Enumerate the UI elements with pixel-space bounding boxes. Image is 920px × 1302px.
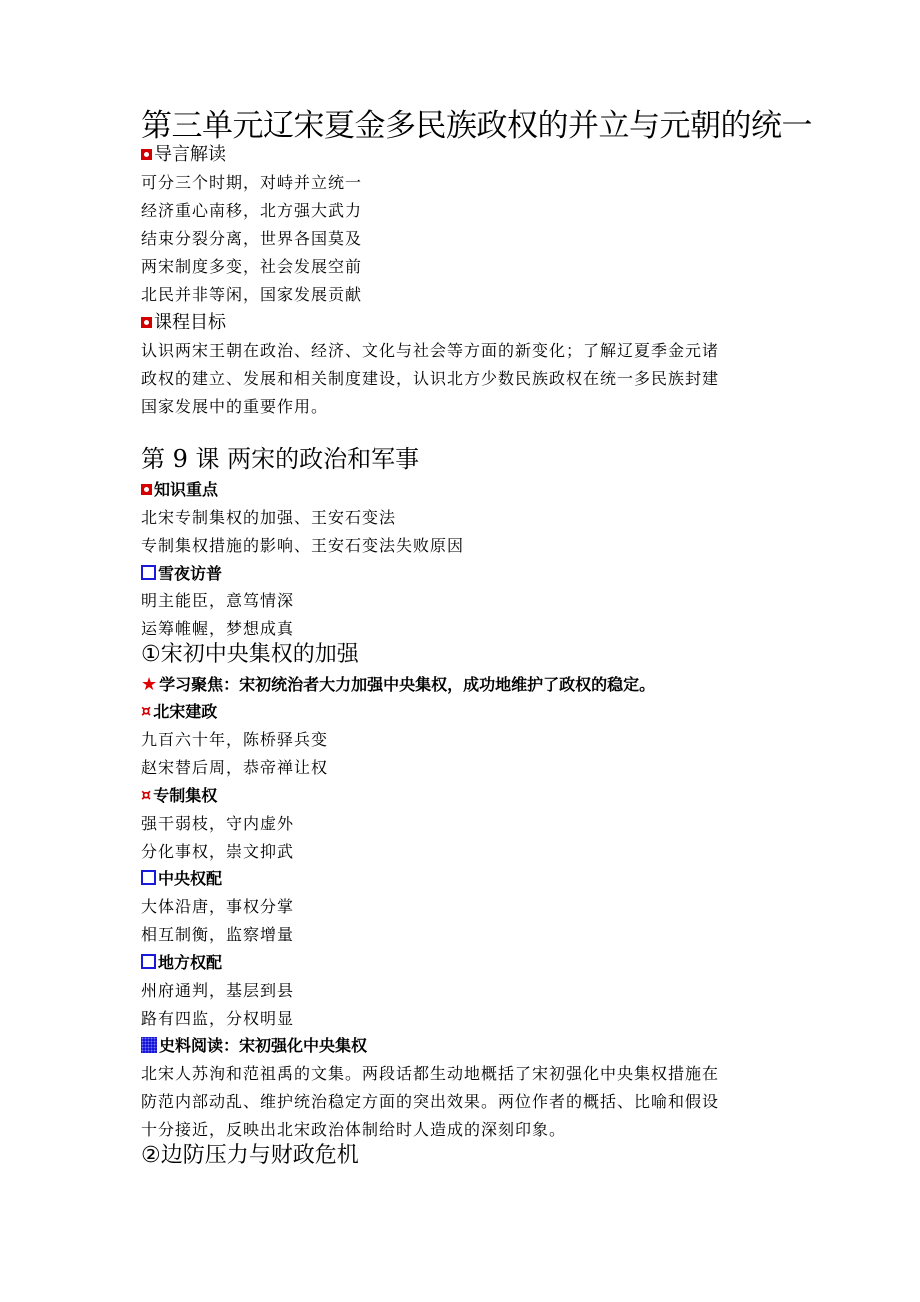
target-icon — [141, 149, 152, 160]
guide-line: 可分三个时期，对峙并立统一 — [141, 173, 363, 192]
lesson-title: 第 9 课 两宋的政治和军事 — [141, 445, 420, 473]
guide-line: 北民并非等闲，国家发展贡献 — [141, 285, 363, 304]
snow-visit-heading: 雪夜访普 — [141, 563, 222, 585]
autocracy-heading: ¤ 专制集权 — [141, 784, 218, 805]
goals-line: 政权的建立、发展和相关制度建设，认识北方少数民族政权在统一多民族封建 — [141, 369, 720, 388]
guide-line: 经济重心南移，北方强大武力 — [141, 201, 363, 220]
target-icon — [141, 317, 152, 328]
reading-heading: 史料阅读：宋初强化中央集权 — [141, 1035, 367, 1057]
snow-visit-line: 运筹帷幄，梦想成真 — [141, 619, 295, 638]
square-icon — [141, 870, 156, 885]
sun-symbol-icon: ¤ — [141, 784, 152, 804]
section-2-title: ②边防压力与财政危机 — [141, 1143, 359, 1168]
square-icon — [141, 954, 156, 969]
key-point-line: 北宋专制集权的加强、王安石变法 — [141, 508, 397, 527]
sun-symbol-icon: ¤ — [141, 700, 152, 720]
autocracy-line: 强干弱枝，守内虚外 — [141, 814, 295, 833]
beisong-line: 九百六十年，陈桥驿兵变 — [141, 730, 329, 749]
star-icon: ★ — [141, 673, 158, 695]
central-power-heading: 中央权配 — [141, 868, 222, 890]
reading-line: 北宋人苏洵和范祖禹的文集。两段话都生动地概括了宋初强化中央集权措施在 — [141, 1064, 720, 1083]
dotted-square-icon — [141, 1037, 157, 1053]
central-power-line: 大体沿唐，事权分掌 — [141, 897, 295, 916]
local-power-heading: 地方权配 — [141, 952, 222, 974]
local-power-line: 路有四监，分权明显 — [141, 1009, 295, 1028]
central-power-line: 相互制衡，监察增量 — [141, 925, 295, 944]
reading-line: 防范内部动乱、维护统治稳定方面的突出效果。两位作者的概括、比喻和假设 — [141, 1092, 720, 1111]
key-point-line: 专制集权措施的影响、王安石变法失败原因 — [141, 536, 465, 555]
guide-line: 结束分裂分离，世界各国莫及 — [141, 229, 363, 248]
reading-line: 十分接近，反映出北宋政治体制给时人造成的深刻印象。 — [141, 1120, 567, 1139]
square-icon — [141, 565, 156, 580]
snow-visit-line: 明主能臣，意笃情深 — [141, 591, 295, 610]
beisong-heading: ¤ 北宋建政 — [141, 700, 218, 721]
goals-heading: 课程目标 — [141, 311, 226, 335]
study-focus: ★ 学习聚焦：宋初统治者大力加强中央集权，成功地维护了政权的稳定。 — [141, 673, 656, 695]
local-power-line: 州府通判，基层到县 — [141, 981, 295, 1000]
guide-heading: 导言解读 — [141, 143, 226, 167]
autocracy-line: 分化事权，崇文抑武 — [141, 842, 295, 861]
goals-line: 国家发展中的重要作用。 — [141, 397, 329, 416]
guide-line: 两宋制度多变，社会发展空前 — [141, 257, 363, 276]
section-1-title: ①宋初中央集权的加强 — [141, 642, 359, 667]
key-points-heading: 知识重点 — [141, 479, 218, 501]
beisong-line: 赵宋替后周，恭帝禅让权 — [141, 758, 329, 777]
unit-title: 第三单元辽宋夏金多民族政权的并立与元朝的统一 — [141, 108, 812, 144]
target-icon — [141, 484, 152, 495]
goals-line: 认识两宋王朝在政治、经济、文化与社会等方面的新变化；了解辽夏季金元诸 — [141, 341, 720, 360]
